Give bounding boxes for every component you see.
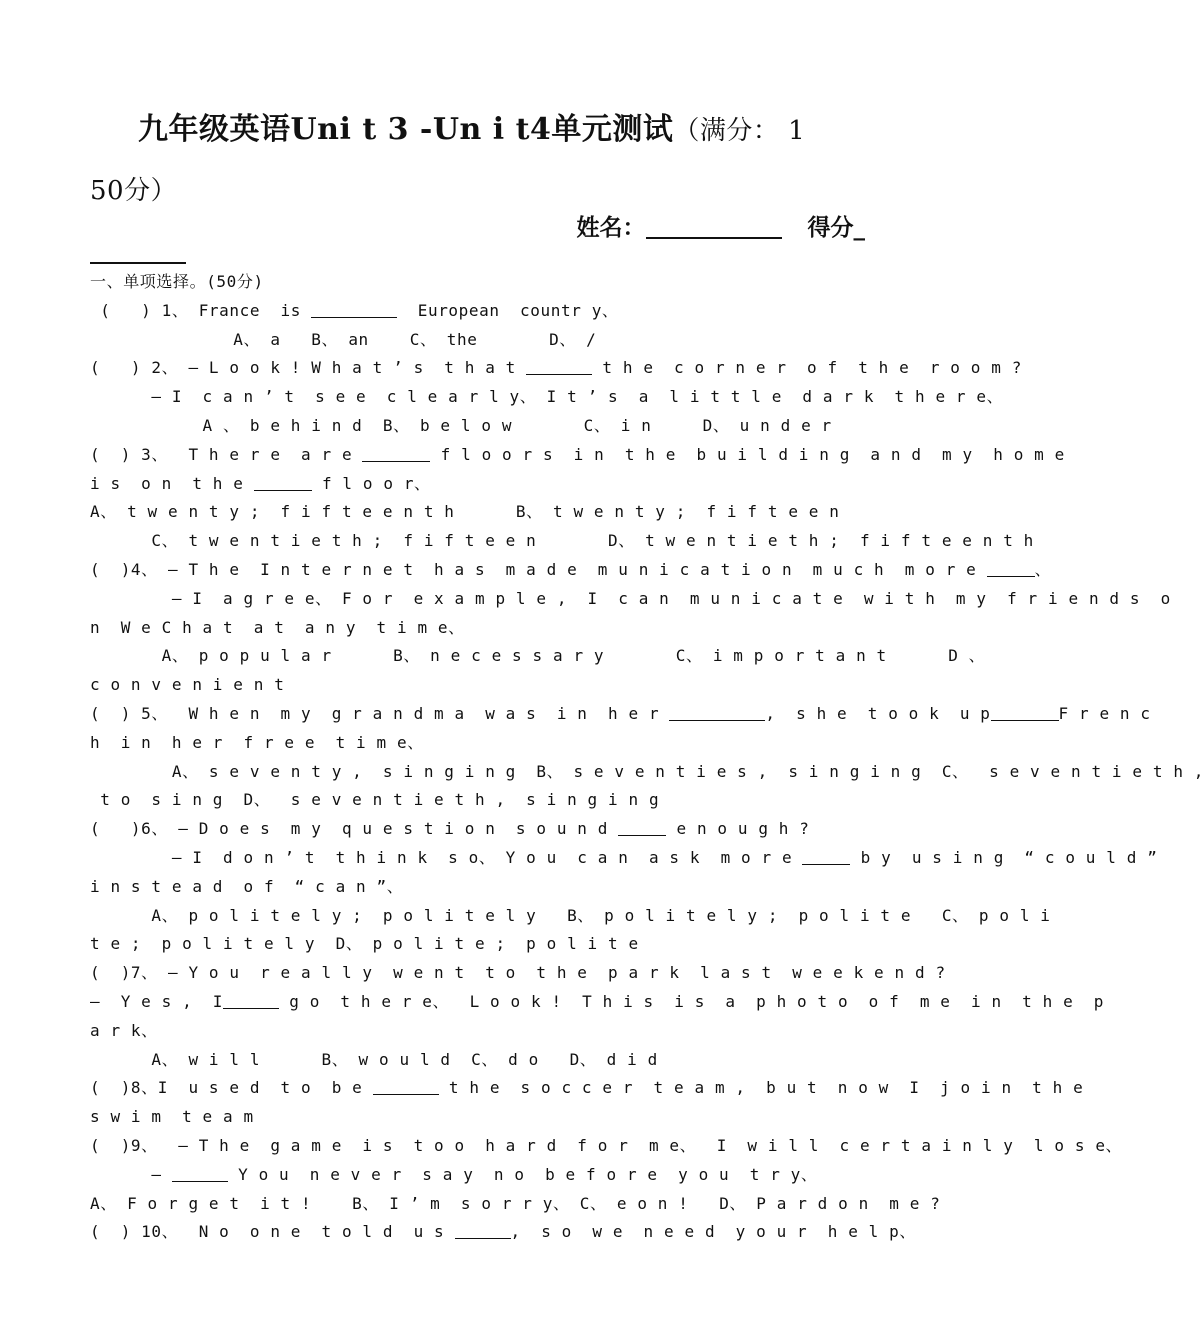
answer-blank[interactable] — [987, 560, 1035, 577]
answer-blank[interactable] — [311, 301, 397, 318]
title-main: 九年级英语Uni t 3 -Un i t4单元测试 — [138, 112, 674, 147]
options-1: A、 a ﻿B、 an ﻿C、 the ﻿ D、 / — [90, 329, 597, 349]
options-4: A、 p o p u l a r B、 n e c e s s a r y C、 i m p o r t a n t D 、 — [90, 646, 986, 666]
question-8: ( )8、I u s e d t o b e t h e s o c c e r t e a m , b u t n o w I j o i n t h e — [90, 1078, 1084, 1098]
name-score-row — [90, 208, 865, 248]
options-5-cont: t o s i n g D、 s e v e n t i e t h , s i n g i n g — [90, 790, 660, 810]
question-5: ( ) 5、 W h e n m y g r a n d m a w a s i n h e r , s h e t o o k u p F r e n c — [90, 703, 1151, 723]
question-3: ( ) 3、 T h e r e a r e f l o o r s i n t h e b u i l d i n g a n d m y h o m e — [90, 444, 1065, 464]
options-2: A 、 b e h i n d ﻿B、 b e l o w C、 i n ﻿ ﻿﻿D、 u n d e r — [90, 415, 832, 435]
options-4-cont: c o n v e n i e n t — [90, 675, 285, 695]
answer-blank[interactable] — [223, 992, 279, 1009]
question-section — [90, 268, 1204, 1247]
options-5: A、 s e v e n t y , s i n g i n g B、 s e v e n t i e s , s i n g i n g C、 s e v e n t i e t h , — [90, 761, 1204, 781]
question-6-reply: — I d o n ’ t t h i n k s o、 Y o u c a n a s k m o r e b y u s i n g “ c o u l d ” — [90, 847, 1158, 867]
question-4-reply: — I a g r e e、 F o r e x a m p l e , I c a n m u n i c a t e w i t h m y f r i e n d s o — [90, 588, 1171, 608]
answer-blank[interactable] — [991, 704, 1059, 721]
question-2: ( ) 2、 — L o o k ! W h a t ’ s t h a t t h e c o r n e r o f t h e r o o m ? — [90, 358, 1022, 378]
question-7-reply: ﻿— Y e s , I g o t h e r e、 L o o k ! T h i s i s a p h o t o o f m e i n t h e p — [90, 991, 1105, 1011]
options-7: A、 w i l l B、 w o u l d ﻿ ﻿﻿C、 d o ﻿﻿ D、 d i d — [90, 1049, 658, 1069]
question-2-reply: — I c a n ’ t s e e c l e a r l y、 I t ’ s a l i t t l e d a r k t h e r e、 — [90, 387, 1004, 407]
question-1: ( ) 1、 France is European countr y、 — [90, 300, 619, 320]
question-4: ( )4、 — T h e I n t e r n e t h a s m a d e m u n i c a t i o n m u c h m o r e 、 — [90, 559, 1052, 579]
title-line-1 — [90, 100, 870, 161]
question-3-cont: i s o n t h e f l o o r、 — [90, 473, 431, 493]
name-label: 姓名： — [576, 214, 646, 241]
question-9: ( )9、 — T h e g a m e i s t o o h a r d f o r m e、 I w i l l c e r t a i n l y l o s e、 — [90, 1135, 1123, 1155]
answer-blank[interactable] — [669, 704, 765, 721]
options-3b: C、 t w e n t i e t h ; f i f t e e n D、 t w e n t i e t h ; f i f t e e n t h — [90, 531, 1034, 551]
section-heading: 一、单项选择。(50分) — [90, 272, 264, 291]
options-6: A、 p o l i t e l y ; p o l i t e l y B、 p o l i t e l y ; p o l i t e ﻿C、 p o l i — [90, 905, 1051, 925]
answer-blank[interactable] — [254, 474, 312, 491]
answer-blank[interactable] — [455, 1222, 511, 1239]
name-blank[interactable] — [646, 211, 782, 239]
question-8-cont: s w i m t e a m — [90, 1107, 254, 1127]
question-5-cont: h i n h e r f r e e t i m e、 — [90, 732, 424, 752]
options-6-cont: t e ; p o l i t e l y D、 p o l i t e ; p o l i t e — [90, 934, 639, 954]
options-3a: ﻿A、 t w e n t y ; f i f t e e n t h B、 t w e n t y ; f i f t e e n — [90, 502, 840, 522]
answer-blank[interactable] — [373, 1078, 439, 1095]
options-9: ﻿A、 F o r g e t i t ! B、 I ’ m s o r r y、 ﻿C、 e o n ! ﻿D、 P a r d o n m e ? — [90, 1193, 941, 1213]
score-blank[interactable] — [90, 262, 186, 264]
question-4-cont: n W e C h a t a t a n y t i m e、 — [90, 617, 465, 637]
score-label: 得分_ — [807, 214, 865, 241]
answer-blank[interactable] — [362, 445, 430, 462]
question-6-cont: i n s t e a d o f “ c a n ”、 — [90, 876, 404, 896]
answer-blank[interactable] — [526, 358, 592, 375]
question-7: ( )7、 — Y o u r e a l l y w e n t t o t h e p a r k l a s t w e e k e n d ? — [90, 963, 946, 983]
exam-title — [90, 100, 870, 221]
answer-blank[interactable] — [172, 1165, 228, 1182]
title-tail: 50分） — [90, 176, 178, 206]
question-9-reply: — Y o u n e v e r s a y n o b e f o r e y o u t r y、 — [90, 1164, 818, 1184]
title-sub: （满分： 1 — [673, 116, 806, 146]
question-7-cont: a r k、 — [90, 1020, 158, 1040]
question-10: ( ) 10、 N o o n e t o l d u s , s o w e n e e d y o u r h e l p、 — [90, 1222, 916, 1242]
question-6: ( )6、 — D o e s m y q u e s t i o n s o u n d e n o u g h ? — [90, 819, 810, 839]
answer-blank[interactable] — [802, 848, 850, 865]
answer-blank[interactable] — [618, 819, 666, 836]
